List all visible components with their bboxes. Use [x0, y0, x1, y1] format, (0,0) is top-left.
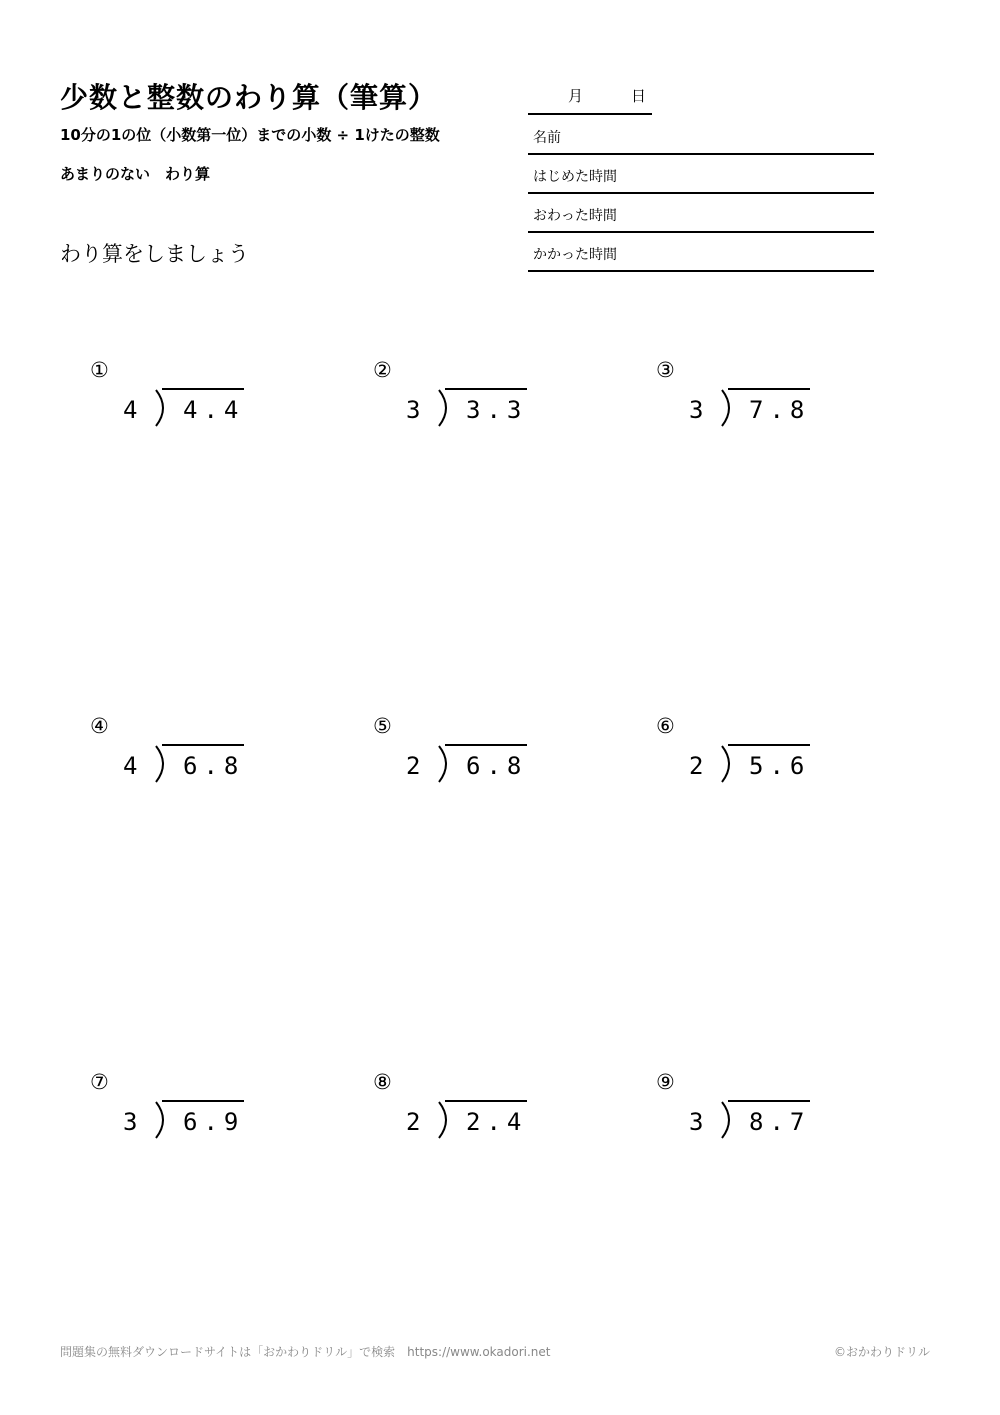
problem-number: ③ — [656, 358, 675, 382]
division-problem — [656, 1070, 856, 1150]
page-title: 少数と整数のわり算（筆算） — [60, 81, 438, 114]
division-problem — [373, 1070, 573, 1150]
divisor: 3 — [406, 396, 421, 424]
elapsed-time-field[interactable] — [528, 233, 874, 272]
name-label: 名前 — [533, 130, 561, 146]
dividend: 5.6 — [749, 752, 811, 780]
problem-number: ⑤ — [373, 714, 392, 738]
dividend: 7.8 — [749, 396, 811, 424]
footer-text: 問題集の無料ダウンロードサイトは「おかわりドリル」で検索 https://www.okadori.net — [60, 1345, 551, 1359]
divisor: 3 — [689, 396, 704, 424]
problem-number: ① — [90, 358, 109, 382]
problem-number: ④ — [90, 714, 109, 738]
dividend: 6.8 — [466, 752, 528, 780]
divisor: 3 — [123, 1108, 138, 1136]
problem-number: ⑦ — [90, 1070, 109, 1094]
division-problem — [90, 1070, 290, 1150]
dividend: 4.4 — [183, 396, 245, 424]
problem-number: ② — [373, 358, 392, 382]
start-time-label: はじめた時間 — [533, 169, 617, 185]
division-problem — [373, 358, 573, 438]
page-subtitle: 10分の1の位（小数第一位）までの小数 ÷ 1けたの整数 — [60, 126, 440, 144]
dividend: 6.8 — [183, 752, 245, 780]
end-time-field[interactable] — [528, 194, 874, 233]
name-field[interactable] — [528, 116, 874, 155]
dividend: 2.4 — [466, 1108, 528, 1136]
month-label: 月 — [568, 87, 584, 105]
divisor: 2 — [406, 1108, 421, 1136]
start-time-field[interactable] — [528, 155, 874, 194]
day-label: 日 — [631, 87, 647, 105]
date-field[interactable] — [528, 82, 652, 115]
division-problem — [656, 358, 856, 438]
worksheet-note: あまりのない わり算 — [60, 165, 211, 183]
division-problem — [90, 358, 290, 438]
problem-number: ⑧ — [373, 1070, 392, 1094]
divisor: 2 — [689, 752, 704, 780]
problem-number: ⑨ — [656, 1070, 675, 1094]
dividend: 8.7 — [749, 1108, 811, 1136]
elapsed-time-label: かかった時間 — [533, 247, 617, 263]
division-problem — [373, 714, 573, 794]
instruction-text: わり算をしましょう — [60, 242, 249, 266]
dividend: 3.3 — [466, 396, 528, 424]
problem-number: ⑥ — [656, 714, 675, 738]
division-problem — [656, 714, 856, 794]
divisor: 3 — [689, 1108, 704, 1136]
dividend: 6.9 — [183, 1108, 245, 1136]
divisor: 4 — [123, 752, 138, 780]
divisor: 4 — [123, 396, 138, 424]
division-problem — [90, 714, 290, 794]
end-time-label: おわった時間 — [533, 208, 617, 224]
divisor: 2 — [406, 752, 421, 780]
copyright-text: ©おかわりドリル — [833, 1345, 930, 1359]
